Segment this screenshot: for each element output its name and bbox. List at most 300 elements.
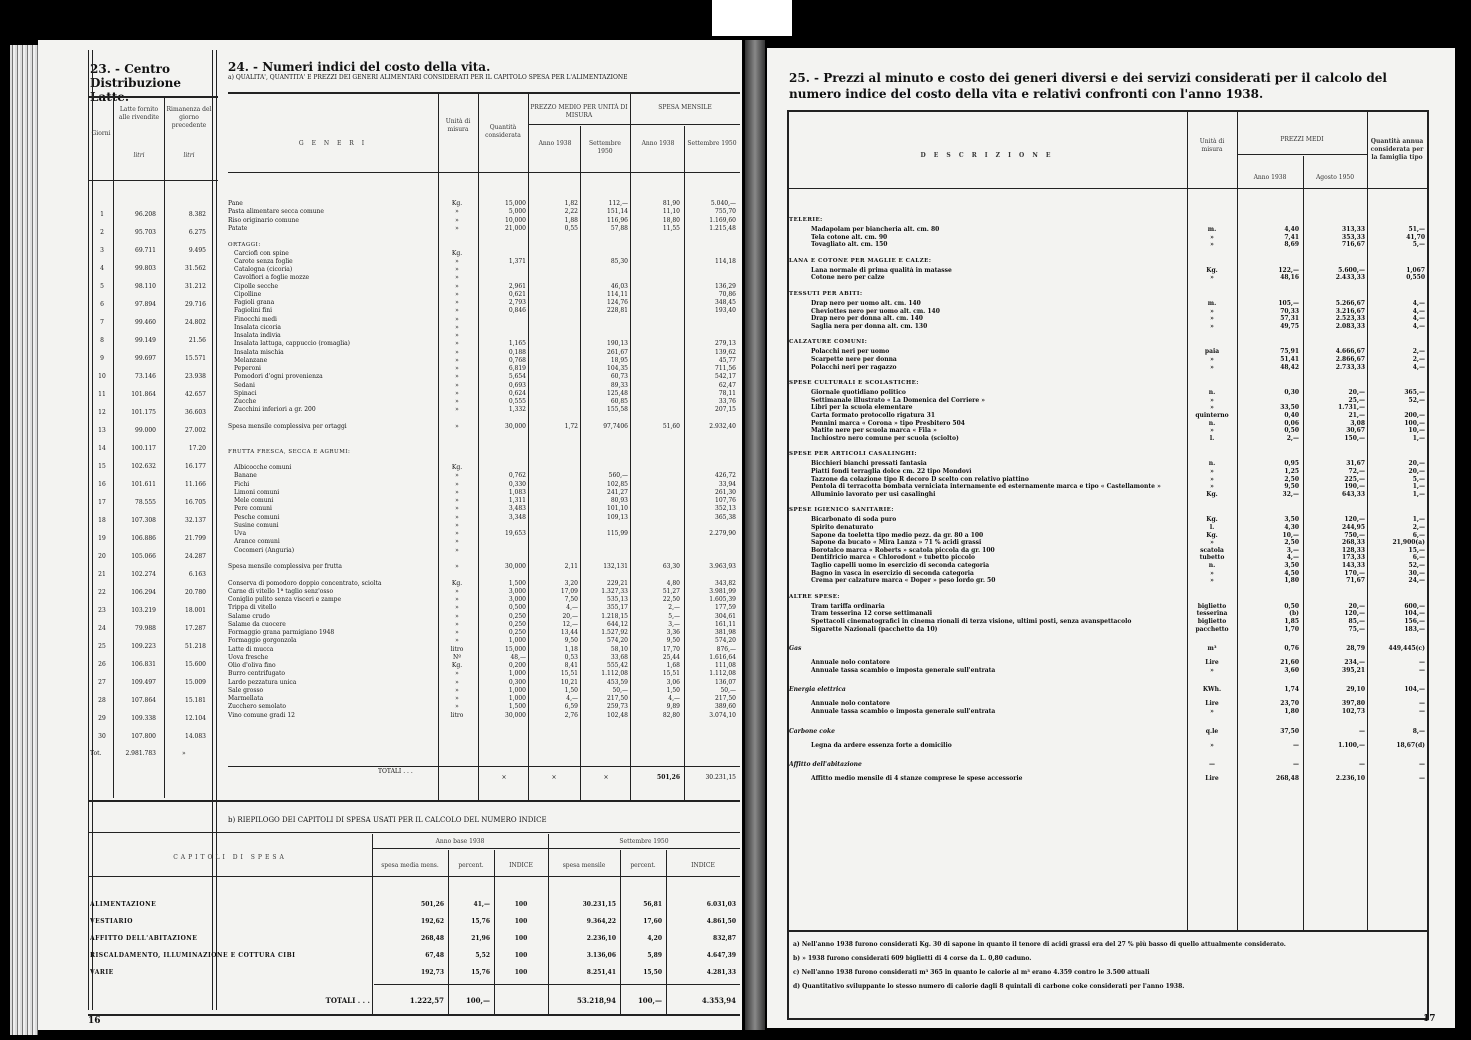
footnote: c) Nell'anno 1938 furono considerati m³ 365 in quanto le calorie al m³ erano 4.359 contro le 3.500 attuali [793, 969, 1150, 976]
summary-cell: 30.231,15 [582, 901, 616, 908]
table-cell: » [455, 505, 459, 513]
table-cell: 4,— [566, 695, 578, 702]
summary-cell: 15,76 [471, 918, 490, 925]
table-cell: 0,188 [508, 348, 526, 356]
table-cell: 2.932,40 [709, 422, 736, 430]
summary-cell: AFFITTO DELL'ABITAZIONE [90, 935, 198, 942]
table-cell: Carne di vitello 1ª taglio senz'osso [228, 587, 334, 595]
summary-cell: 4.281,33 [706, 969, 736, 976]
table-row [228, 547, 740, 555]
table-row [228, 654, 740, 662]
s23-rim-cell: 24.802 [185, 319, 206, 326]
table-cell: 3.981,99 [709, 587, 736, 595]
summary-total-cell: 100,— [465, 996, 490, 1005]
table-cell: 3,60 [1284, 666, 1299, 674]
table-cell: Conserva di pomodoro doppio concentrato, sciolta [228, 579, 382, 587]
table-cell: Kg. [1206, 490, 1218, 498]
table-cell: Cavolfiori a foglie mozze [234, 274, 310, 282]
table-cell: 89,33 [610, 381, 628, 389]
table-cell: 33,68 [610, 653, 628, 661]
table-cell: 2,76 [564, 711, 578, 719]
table-cell: 0,693 [508, 381, 526, 389]
s23-rim-cell: 23.938 [185, 373, 206, 380]
table-cell: TELERIE: [789, 217, 823, 223]
s23-rim-cell: 31.562 [185, 265, 206, 272]
table-cell: 132,131 [603, 563, 628, 570]
table-cell: 128,33 [1342, 546, 1365, 554]
table-cell: Saglia nera per donna alt. cm. 130 [811, 322, 928, 330]
table-cell: 32,— [1282, 490, 1299, 498]
table-cell: litro [450, 645, 464, 653]
table-row [228, 448, 740, 456]
table-25-title: 25. - Prezzi al minuto e costo dei generi diversi e dei servizi considerati per il calcolo del numero indice del costo della vita e relativi confronti con l'anno 1938. [789, 71, 1387, 101]
table-row [228, 596, 740, 604]
table-cell: » [455, 563, 459, 570]
s23-rim-cell: 16.705 [185, 499, 206, 506]
table-cell: 261,67 [607, 348, 628, 356]
table-row [789, 491, 1425, 499]
table-cell: Bagno in vasca in esercizio di seconda categoria [811, 569, 974, 577]
table-cell: 102,48 [607, 711, 628, 719]
table-cell: — [1419, 708, 1425, 715]
table-cell: 1,500 [508, 579, 526, 587]
s23-rim-cell: 17.287 [185, 625, 206, 632]
table-cell: Matite nere per scuola marca « Fila » [811, 427, 937, 435]
table-row [789, 460, 1425, 468]
table-cell: » [1210, 468, 1214, 475]
table-row [789, 412, 1425, 420]
table-cell: n. [1208, 419, 1216, 427]
table-cell: » [455, 266, 459, 273]
summary-row [90, 896, 740, 913]
table-cell: 114,18 [715, 257, 736, 265]
table-cell: 750,— [1344, 531, 1365, 539]
table-row [228, 439, 740, 447]
table-cell: Pesche comuni [234, 513, 280, 521]
summary-row [90, 947, 740, 964]
table-cell: pacchetto [1195, 625, 1229, 633]
table-cell: 3,20 [564, 579, 578, 587]
left-page-number: 16 [88, 1016, 101, 1026]
table-cell: Pane [228, 200, 243, 207]
table-cell: Tela cotone alt. cm. 90 [811, 233, 888, 241]
table-row [789, 267, 1425, 275]
table-cell: 173,33 [1342, 554, 1365, 562]
table-row [789, 274, 1425, 282]
table-cell: 1.616,64 [709, 653, 736, 661]
table-24-title: 24. - Numeri indici del costo della vita. [228, 60, 491, 74]
summary-row [90, 913, 740, 930]
s23-days-cell: 22 [98, 589, 106, 596]
table-cell: Albicocche comuni [234, 464, 292, 471]
s23-days-cell: 3 [100, 247, 104, 254]
footnote: a) Nell'anno 1938 furono considerati Kg. 30 di sapone in quanto il tenore di acidi grassi era del 27 % più basso di quello attualmente considerato. [793, 941, 1286, 948]
table-cell: biglietto [1197, 618, 1227, 625]
table-cell: Crema per calzature marca « Doper » peso lordo gr. 50 [811, 577, 996, 585]
table-cell: » [455, 224, 459, 232]
table-cell: 555,42 [607, 662, 628, 669]
table-cell: Scarpette nere per donna [811, 356, 897, 363]
table-cell: Spesa mensile complessiva per frutta [228, 563, 342, 570]
table-cell: — [1209, 761, 1215, 769]
table-row [228, 291, 740, 299]
table-cell: Insalata mischia [234, 348, 284, 356]
table-cell: n. [1208, 460, 1216, 468]
table-row [789, 577, 1425, 585]
table-row [228, 695, 740, 703]
table-row [228, 415, 740, 423]
table-cell: Carciofi con spine [234, 249, 289, 257]
table-row [789, 420, 1425, 428]
s23-days-cell: 16 [98, 481, 106, 488]
s23-days-cell: 27 [98, 679, 106, 686]
table-cell: 18,67(d) [1396, 741, 1425, 749]
table-cell: 136,29 [715, 282, 736, 290]
table-cell: Cotone nero per calze [811, 274, 885, 282]
table-cell: Mele comuni [234, 497, 274, 504]
days-column [92, 206, 112, 746]
table-cell: 60,73 [610, 373, 628, 381]
summary-cell: 15,50 [643, 969, 662, 976]
s23-days-cell: 9 [100, 355, 104, 362]
s23-rim-cell: 24.287 [185, 553, 206, 560]
table-row [789, 404, 1425, 412]
table-cell: 30,— [1408, 569, 1425, 577]
s23-latte-cell: 99.460 [135, 319, 156, 326]
table-row [228, 464, 740, 472]
table-cell: Annuale nolo contatore [811, 700, 890, 708]
table-cell: Fagiolini fini [234, 307, 273, 315]
table-cell: 5,— [668, 612, 680, 620]
table-cell: 228,81 [607, 307, 628, 315]
summary-cell: 100 [514, 935, 528, 942]
s23-days-cell: 15 [98, 463, 106, 470]
table-cell: » [455, 678, 459, 686]
table-cell: Lire [1205, 700, 1219, 708]
summary-cell: ALIMENTAZIONE [90, 901, 157, 908]
table-cell: 1,000 [508, 695, 526, 702]
table-cell: Limoni comuni [234, 488, 280, 496]
table-cell: Carote senza foglie [234, 257, 293, 265]
table-cell: 1,000 [508, 686, 526, 694]
table-cell: » [1210, 322, 1214, 330]
latte-header: Latte fornito alle rivendite [118, 106, 160, 121]
table-cell: » [455, 472, 459, 480]
table-row [789, 226, 1425, 234]
table-cell: 1,— [1412, 483, 1425, 491]
table-cell: 8,— [1412, 727, 1425, 735]
s23-latte-cell: 96.208 [135, 211, 156, 218]
table-cell: » [455, 365, 459, 372]
table-cell: 3.963,93 [709, 563, 736, 570]
table-cell: 10,— [1408, 427, 1425, 435]
totali-label: TOTALI . . . [378, 768, 413, 775]
s23-days-cell: 26 [98, 661, 106, 668]
table-cell: 161,11 [715, 620, 736, 628]
table-row [789, 532, 1425, 540]
table-cell: 207,15 [715, 406, 736, 414]
s23-latte-cell: 99.697 [135, 355, 156, 362]
table-cell: 20,— [1408, 468, 1425, 475]
capitoli-header: CAPITOLI DI SPESA [173, 854, 287, 861]
totali-spesa-sett: 30.231,15 [705, 774, 736, 781]
table-row [789, 323, 1425, 331]
table-row [228, 241, 740, 249]
table-cell: 7,50 [564, 596, 578, 603]
rimanenza-unit: litri [183, 152, 195, 159]
descrizione-header: D E S C R I Z I O N E [920, 152, 1054, 159]
table-row [789, 726, 1425, 738]
table-cell: 3,50 [1284, 516, 1299, 524]
table-cell: Pomodori d'ogni provenienza [234, 373, 323, 381]
s23-rim-cell: 17.20 [188, 445, 206, 452]
spesa-mensile-header: SPESA MENSILE [658, 104, 712, 111]
table-row [228, 580, 740, 588]
summary-cell: 100 [514, 918, 528, 925]
table-cell: 0,250 [508, 612, 526, 620]
table-cell: » [455, 629, 459, 636]
table-cell: 2,22 [564, 208, 578, 216]
table-cell: 114,11 [607, 290, 628, 298]
table-cell: 104,— [1404, 686, 1425, 694]
table-cell: » [1210, 666, 1214, 674]
table-cell: Kg. [451, 464, 463, 471]
table-row [228, 555, 740, 563]
table-row [228, 530, 740, 538]
table-cell: » [455, 398, 459, 405]
table-row [228, 250, 740, 258]
table-cell: 0,200 [508, 662, 526, 669]
s23-days-cell: 29 [98, 715, 106, 722]
book-spine [745, 40, 765, 1030]
table-cell: » [1210, 396, 1214, 404]
table-cell: 62,47 [718, 381, 736, 389]
table-cell: Uova fresche [228, 653, 269, 661]
r-unita-header: Unità di misura [1199, 138, 1225, 153]
table-row [228, 365, 740, 373]
table-cell: » [1210, 708, 1214, 715]
table-cell: 190,— [1344, 483, 1365, 491]
summary-cell: 100 [514, 969, 528, 976]
table-cell: Taglio capelli uomo in esercizio di seconda categoria [811, 562, 990, 569]
table-cell: Libri per la scuola elementare [811, 404, 913, 412]
table-cell: 50,— [720, 686, 736, 694]
table-cell: » [1210, 741, 1214, 749]
table-cell: 1,50 [564, 686, 578, 694]
s23-rim-cell: 15.600 [185, 661, 206, 668]
table-row [789, 626, 1425, 634]
table-row [789, 570, 1425, 578]
table-cell: Affitto medio mensile di 4 stanze comprese le spese accessorie [811, 775, 1023, 783]
table-cell: Spirito denaturato [811, 524, 874, 531]
table-cell: » [1210, 241, 1214, 249]
prezzo-medio-header: PREZZO MEDIO PER UNITÀ DI MISURA [530, 104, 628, 119]
s23-latte-cell: 103.219 [131, 607, 156, 614]
table-24b-title: b) RIEPILOGO DEI CAPITOLI DI SPESA USATI PER IL CALCOLO DEL NUMERO INDICE [228, 816, 547, 824]
table-cell: Drap nero per uomo alt. cm. 140 [811, 300, 921, 307]
table-cell: 3,348 [508, 513, 526, 521]
table-row [228, 258, 740, 266]
s23-latte-cell: 99.149 [135, 337, 156, 344]
settembre-header: Settembre 1950 [619, 838, 669, 845]
table-cell: Kg. [1206, 266, 1218, 274]
s23-days-cell: 12 [98, 409, 106, 416]
table-cell: 1,88 [564, 216, 578, 224]
table-cell: LANA E COTONE PER MAGLIE E CALZE: [789, 257, 932, 264]
table-cell: Pere comuni [234, 505, 272, 513]
table-cell: 4,— [566, 604, 578, 612]
table-cell: 122,— [1278, 266, 1299, 274]
table-cell: 1,332 [508, 406, 526, 414]
table-cell: 5,— [1412, 475, 1425, 483]
table-row [789, 700, 1425, 708]
table-cell: Riso originario comune [228, 216, 299, 224]
rimanenza-column [166, 206, 206, 746]
table-cell: 30,000 [505, 711, 526, 719]
table-row [789, 708, 1425, 716]
table-cell: 0,500 [508, 604, 526, 612]
table-cell: 155,58 [607, 406, 628, 414]
s23-latte-cell: 107.308 [131, 517, 156, 524]
table-cell: 4,80 [666, 579, 680, 587]
table-cell: 3,000 [508, 587, 526, 595]
category-heading [789, 288, 1425, 300]
table-cell: Uva [234, 530, 247, 537]
table-cell: 15,51 [560, 670, 578, 678]
table-cell: 0,55 [564, 224, 578, 232]
table-row [789, 389, 1425, 397]
table-cell: 75,91 [1280, 348, 1299, 356]
table-cell: » [455, 488, 459, 496]
table-row [789, 539, 1425, 547]
table-cell: 23,70 [1280, 700, 1299, 708]
table-row [228, 299, 740, 307]
table-cell: 1,18 [564, 645, 578, 653]
right-page [767, 48, 1455, 1028]
table-cell: 143,33 [1342, 562, 1365, 569]
summary-cell: 268,48 [421, 935, 444, 942]
table-cell: Insalata indivia [234, 332, 281, 339]
s23-days-cell: 10 [98, 373, 106, 380]
table-cell: » [455, 257, 459, 265]
summary-row [90, 930, 740, 947]
table-cell: SPESE PER ARTICOLI CASALINGHI: [789, 451, 917, 458]
s23-days-cell: 28 [98, 697, 106, 704]
table-cell: 15,000 [505, 645, 526, 653]
table-row [228, 613, 740, 621]
table-cell: » [455, 274, 459, 282]
table-cell: 1.605,39 [709, 596, 736, 603]
table-row [228, 646, 740, 654]
prezzo-sett-header: Settembre 1950 [589, 140, 621, 155]
table-row [228, 357, 740, 365]
s23-latte-cell: 106.294 [131, 589, 156, 596]
s23-rim-cell: 9.495 [188, 247, 206, 254]
table-cell: » [1210, 539, 1214, 547]
table-cell: » [455, 686, 459, 694]
summary-cell: 3.136,06 [586, 952, 616, 959]
table-cell: 9,50 [666, 637, 680, 645]
table-cell: » [1210, 404, 1214, 412]
s23-latte-cell: 109.497 [131, 679, 156, 686]
table-cell: 48,42 [1280, 363, 1299, 371]
table-cell: 101,10 [607, 505, 628, 513]
table-cell: 453,59 [607, 678, 628, 686]
table-row [789, 427, 1425, 435]
table-cell: » [455, 513, 459, 521]
table-cell: — [1293, 741, 1299, 749]
table-cell: Dentifricio marca « Chlorodont » tubetto piccolo [811, 554, 976, 562]
giorni-header: Giorni [91, 130, 111, 137]
table-cell: 2.083,33 [1335, 322, 1365, 330]
summary-total-cell: 1.222,57 [409, 996, 444, 1005]
table-cell: » [1210, 427, 1214, 435]
table-cell: 1,82 [564, 200, 578, 207]
category-heading [789, 336, 1425, 348]
table-cell: 1.112,08 [709, 670, 736, 678]
s23-days-cell: 14 [98, 445, 106, 452]
table-cell: Madapolam per biancheria alt. cm. 80 [811, 226, 940, 233]
table-row [228, 283, 740, 291]
table-cell: Sale grosso [228, 686, 264, 694]
table-cell: 4,— [1412, 307, 1425, 315]
table-row [789, 603, 1425, 611]
table-cell: 151,14 [607, 208, 628, 216]
table-row [228, 208, 740, 216]
table-cell: 0,330 [508, 480, 526, 488]
table-row [228, 349, 740, 357]
s23-rim-cell: 31.212 [185, 283, 206, 290]
table-cell: 1,000 [508, 670, 526, 678]
table-cell: 125,48 [607, 389, 628, 397]
table-cell: Cipolle secche [234, 282, 279, 290]
indice-header-1: INDICE [509, 862, 533, 869]
table-cell: Insalata cicoria [234, 323, 281, 331]
table-cell: 0,768 [508, 356, 526, 364]
table-cell: 241,27 [607, 488, 628, 496]
table-cell: 85,— [1348, 618, 1365, 625]
table-row [789, 618, 1425, 626]
table-cell: 1.327,33 [601, 587, 628, 595]
table-cell: 18,95 [610, 356, 628, 364]
quantita-annua-header: Quantità annua considerata per la famiglia tipo [1370, 138, 1424, 161]
table-cell: 1,— [1412, 490, 1425, 498]
table-cell: 353,33 [1342, 233, 1365, 241]
s23-rim-cell: 32.137 [185, 517, 206, 524]
table-cell: 6,819 [508, 365, 526, 372]
table-cell: » [455, 703, 459, 711]
table-row [228, 373, 740, 381]
table-cell: — [1419, 775, 1425, 783]
table-cell: Kg. [451, 662, 463, 669]
table-row [789, 435, 1425, 443]
s23-rim-cell: 15.571 [185, 355, 206, 362]
table-cell: » [1210, 274, 1214, 282]
table-cell: Carta formato protocollo rigatura 31 [811, 412, 935, 419]
table-cell: 1,000 [508, 637, 526, 645]
table-cell: 2.236,10 [1335, 775, 1365, 783]
table-row [789, 684, 1425, 696]
table-cell: 279,13 [715, 340, 736, 348]
s23-latte-cell: 73.146 [135, 373, 156, 380]
table-cell: 10,000 [505, 216, 526, 224]
table-cell: 20,— [1348, 389, 1365, 397]
footnotes [793, 938, 1423, 994]
table-cell: 2,11 [564, 563, 578, 570]
total-rimanenza: » [182, 750, 186, 757]
table-row [789, 468, 1425, 476]
table-row [789, 308, 1425, 316]
